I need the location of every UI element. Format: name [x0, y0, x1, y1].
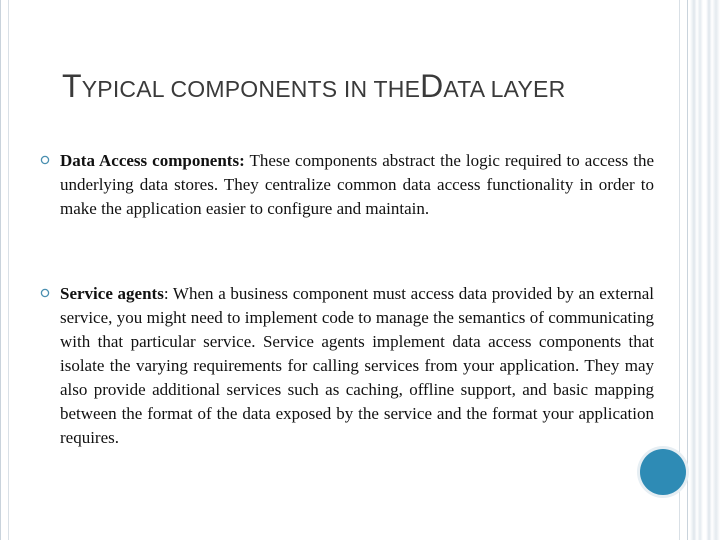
bullet-paragraph-data-access: [60, 149, 654, 221]
bullet-paragraph-service-agents: [60, 282, 654, 450]
bullet-icon: [40, 288, 50, 298]
title-cap-2: D: [420, 68, 444, 104]
slide-title: [62, 68, 662, 105]
slide-side-stripes: [690, 0, 720, 540]
bullet-icon: [40, 155, 50, 165]
bullet-label: Data Access components:: [60, 151, 245, 170]
bullet-text: : When a business component must access data provided by an external service, you might need to implement code to manage the semantics of communicating with that particular service. Service agents implement data access components that isolate the varying requirements for calling services from your application. They may also provide additional services such as caching, offline support, and basic mapping between the format of the data exposed by the service and the format your application requires.: [60, 284, 655, 447]
title-rest-1: YPICAL COMPONENTS IN THE: [81, 76, 421, 102]
bullet-label: Service agents: [60, 284, 164, 303]
bullet-text: These components abstract the logic required to access the underlying data stores. They centralize common data access functionality in order to make the application easier to configure and maintain.: [60, 151, 654, 218]
title-cap-1: T: [62, 68, 82, 104]
decorative-circle: [640, 449, 686, 495]
title-rest-2: ATA LAYER: [443, 76, 566, 102]
